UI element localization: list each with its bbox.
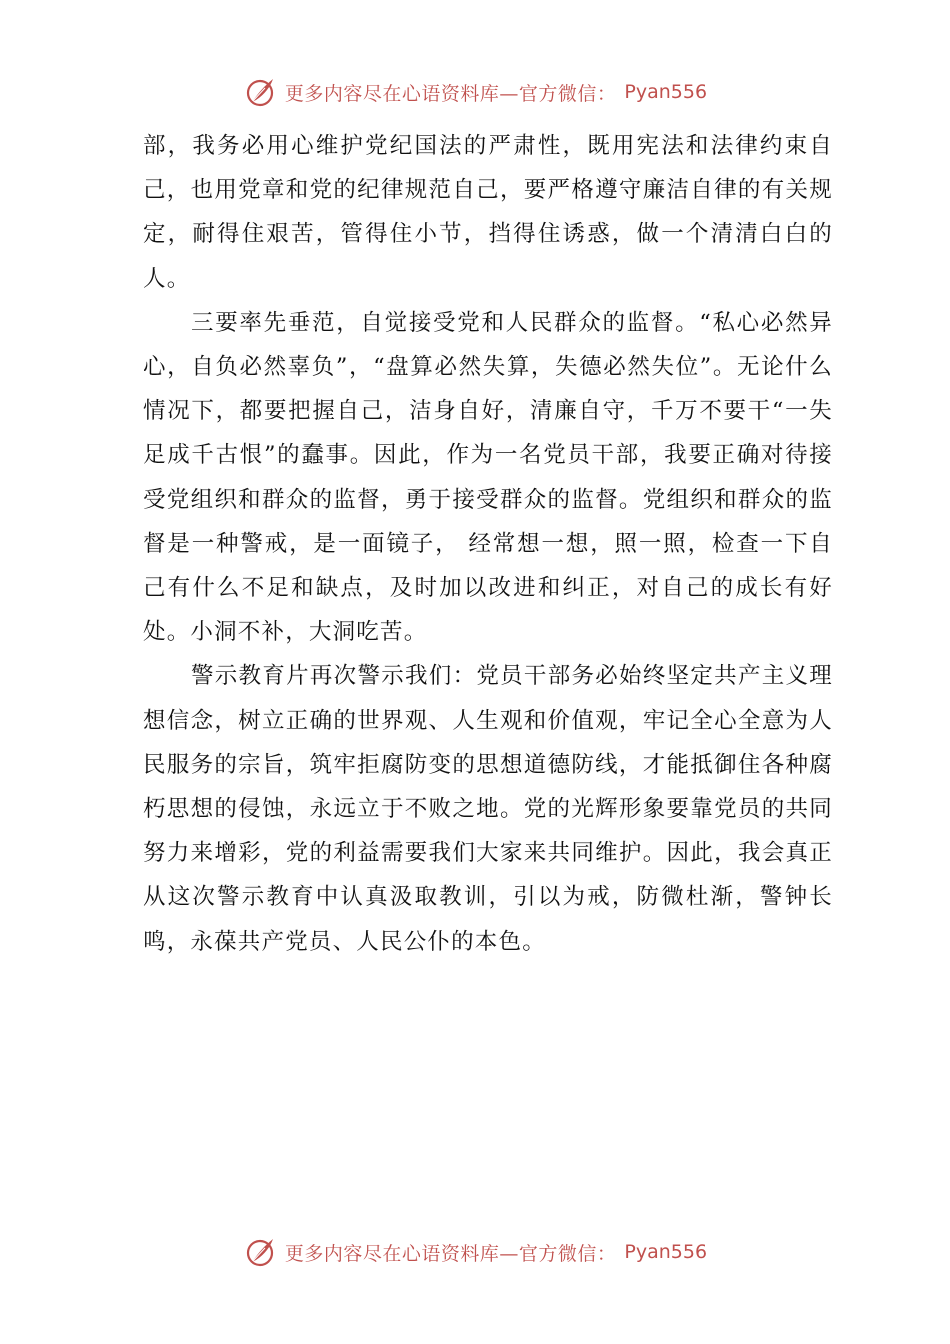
footer-watermark (0, 1232, 950, 1272)
paragraph-3: 警示教育片再次警示我们：党员干部务必始终坚定共产主义理想信念，树立正确的世界观、人生观和价值观，牢记全心全意为人民服务的宗旨，筑牢拒腐防变的思想道德防线，才能抵御住各种腐朽思想的侵蚀，永远立于不败之地。党的光辉形象要靠党员的共同努力来增彩，党的利益需要我们大家来共同维护。因此，我会真正从这次警示教育中认真汲取教训，引以为戒，防微杜渐，警钟长鸣，永葆共产党员、人民公仆的本色。 (143, 663, 833, 955)
watermark-contact: Pyan556 (624, 1241, 708, 1263)
header-watermark (0, 72, 950, 112)
watermark-text: 更多内容尽在心语资料库—官方微信： (284, 82, 617, 105)
feather-pen-logo-icon (243, 75, 277, 109)
watermark-text: 更多内容尽在心语资料库—官方微信： (284, 1242, 617, 1265)
feather-pen-logo-icon (243, 1235, 277, 1269)
paragraph-2: 三要率先垂范，自觉接受党和人民群众的监督。“私心必然异心，自负必然辜负”，“盘算必然失算，失德必然失位”。无论什么情况下，都要把握自己，洁身自好，清廉自守，千万不要干“一失足成千古恨”的蠢事。因此，作为一名党员干部，我要正确对待接受党组织和群众的监督，勇于接受群众的监督。党组织和群众的监督是一种警戒，是一面镜子， 经常想一想，照一照，检查一下自己有什么不足和缺点，及时加以改进和纠正，对自己的成长有好处。小洞不补，大洞吃苦。 (143, 309, 833, 646)
document-body (143, 124, 833, 964)
watermark-contact: Pyan556 (624, 81, 708, 103)
paragraph-1: 部，我务必用心维护党纪国法的严肃性，既用宪法和法律约束自己，也用党章和党的纪律规范自己，要严格遵守廉洁自律的有关规定，耐得住艰苦，管得住小节，挡得住诱惑，做一个清清白白的人。 (143, 133, 833, 292)
